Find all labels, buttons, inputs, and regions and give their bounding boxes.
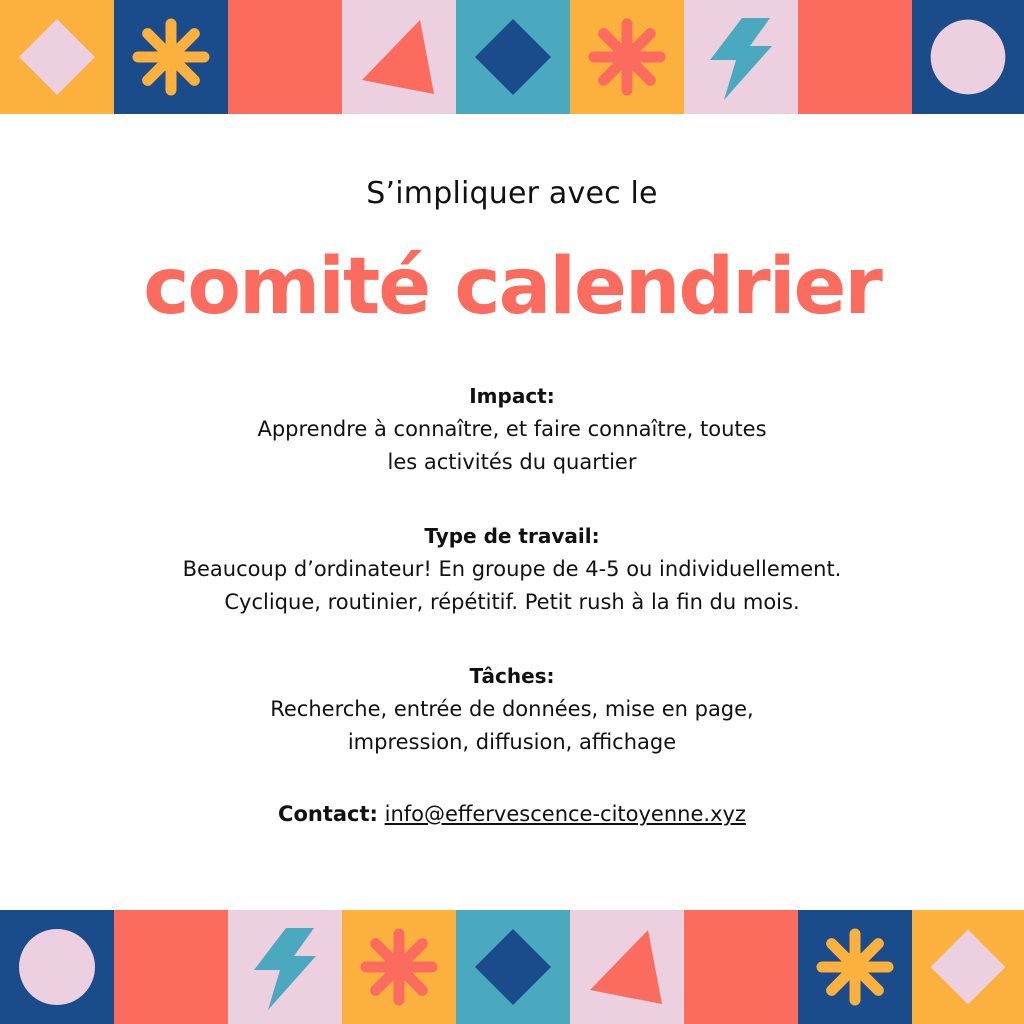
diamond-icon [456, 910, 570, 1024]
triangle-icon [342, 0, 456, 114]
lightning-icon [684, 0, 798, 114]
triangle-icon [570, 910, 684, 1024]
asterisk-icon [570, 0, 684, 114]
asterisk-icon [798, 910, 912, 1024]
diamond-icon [456, 0, 570, 114]
decor-tile [798, 910, 912, 1024]
circle-icon [0, 910, 114, 1024]
asterisk-icon [114, 0, 228, 114]
decor-tile [798, 0, 912, 114]
decor-tile [912, 0, 1024, 114]
decor-tile [456, 910, 570, 1024]
contact-label: Contact: [278, 802, 378, 826]
decor-tile [114, 910, 228, 1024]
top-decorative-band [0, 0, 1024, 114]
impact-label: Impact: [469, 384, 555, 408]
decor-tile [570, 910, 684, 1024]
decor-tile [114, 0, 228, 114]
decor-tile [684, 910, 798, 1024]
diamond-icon [912, 910, 1024, 1024]
lightning-icon [228, 910, 342, 1024]
tasks-line-2: impression, diffusion, affichage [347, 730, 677, 754]
bottom-decorative-band [0, 910, 1024, 1024]
contact-email-link[interactable]: info@effervescence-citoyenne.xyz [384, 802, 746, 826]
asterisk-icon [342, 910, 456, 1024]
work-type-line-2: Cyclique, routinier, répétitif. Petit rush à la fin du mois. [224, 590, 800, 614]
impact-line-2: les activités du quartier [387, 450, 637, 474]
work-type-label: Type de travail: [424, 524, 600, 548]
intro-text: S’impliquer avec le [366, 176, 658, 211]
decor-tile [912, 910, 1024, 1024]
diamond-icon [0, 0, 114, 114]
circle-icon [912, 0, 1024, 114]
headline: comité calendrier [143, 242, 881, 332]
main-content [0, 114, 1024, 910]
tasks-line-1: Recherche, entrée de données, mise en page, [270, 697, 754, 721]
decor-tile [342, 910, 456, 1024]
decor-tile [570, 0, 684, 114]
decor-tile [0, 0, 114, 114]
tasks-section [0, 660, 1024, 759]
decor-tile [456, 0, 570, 114]
impact-section [0, 380, 1024, 479]
decor-tile [228, 910, 342, 1024]
decor-tile [228, 0, 342, 114]
work-type-section [0, 520, 1024, 619]
contact-line [0, 802, 1024, 826]
tasks-label: Tâches: [469, 664, 555, 688]
impact-line-1: Apprendre à connaître, et faire connaître, toutes [257, 417, 767, 441]
decor-tile [342, 0, 456, 114]
decor-tile [684, 0, 798, 114]
work-type-line-1: Beaucoup d’ordinateur! En groupe de 4-5 ou individuellement. [182, 557, 842, 581]
decor-tile [0, 910, 114, 1024]
